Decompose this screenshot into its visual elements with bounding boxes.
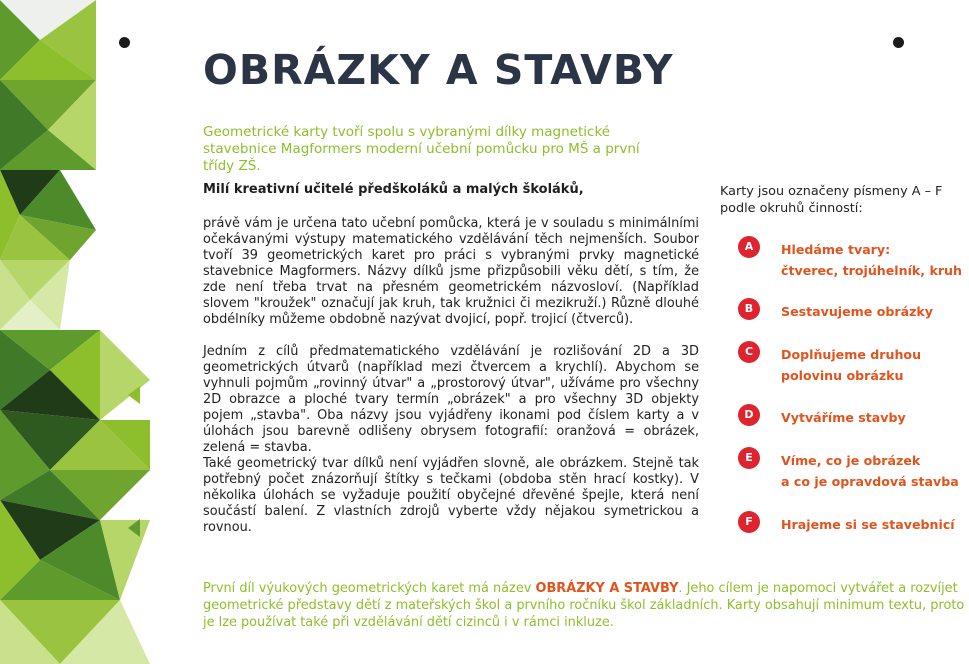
punch-hole-right xyxy=(893,37,904,48)
category-label: Doplňujeme druhou polovinu obrázku xyxy=(781,347,922,383)
category-label: Sestavujeme obrázky xyxy=(781,304,933,319)
category-label: Hrajeme si se stavebnicí xyxy=(781,517,955,532)
punch-hole-left xyxy=(119,37,130,48)
category-badge: F xyxy=(738,511,760,533)
page-title: OBRÁZKY A STAVBY xyxy=(203,46,674,94)
category-d xyxy=(738,404,906,428)
category-b xyxy=(738,298,933,322)
categories-intro: Karty jsou označeny písmeny A – F podle okruhů činností: xyxy=(720,184,943,216)
category-badge: C xyxy=(738,341,760,363)
category-c xyxy=(738,341,921,386)
body-paragraph: právě vám je určena tato učební pomůcka, která je v souladu s minimálními očekávanými výstupy matematického vzdělávání těch nejmenších. Soubor tvoří 39 geometrických karet pro práci s vybranými prvky magnetické stavebnice Magformers. Názvy dílků jsme přizpůsobili věku dětí, s tím, že zde není třeba trvat na přesném geometrickém názvosloví. (Například slovem "kroužek" označují jak kruh, tak kružnici či mezikruží.) Různě dlouhé obdélníky můžeme obdobně nazývat dvojicí, popř. trojicí (čtverců). xyxy=(203,216,699,327)
category-badge: E xyxy=(738,447,760,469)
footer-paragraph: První díl výukových geometrických karet má název OBRÁZKY A STAVBY. Jeho cílem je napomoci vytvářet a rozvíjet geometrické představy dětí z mateřských škol a prvního ročníku škol základních. Karty obsahují minimum textu, proto je lze používat také při vzdělávání dětí cizinců i v rámci inkluze. xyxy=(203,581,965,630)
body-paragraph: Také geometrický tvar dílků není vyjádřen slovně, ale obrázkem. Stejně tak potřebný počet znázorňují štítky s tečkami (obdoba stěn hrací kostky). V několika úlohách se vyžaduje použití obyčejné dřevěné špejle, která není součástí balení. Z vlastních zdrojů vyberte vždy nějakou symetrickou a rovnou. xyxy=(203,456,699,535)
category-label: Hledáme tvary: čtverec, trojúhelník, kruh xyxy=(781,242,962,278)
footer-highlight: OBRÁZKY A STAVBY xyxy=(535,581,679,596)
category-a xyxy=(738,236,962,281)
greeting: Milí kreativní učitelé předškoláků a malých školáků, xyxy=(203,182,584,197)
category-label: Víme, co je obrázek a co je opravdová stavba xyxy=(781,453,959,489)
green-triangle-pattern xyxy=(0,0,150,664)
category-badge: A xyxy=(738,236,760,258)
body-text xyxy=(203,216,699,536)
category-badge: D xyxy=(738,404,760,426)
lead-paragraph: Geometrické karty tvoří spolu s vybranými dílky magnetické stavebnice Magformers moderní učební pomůcku pro MŠ a první třídy ZŠ. xyxy=(203,124,640,174)
category-label: Vytváříme stavby xyxy=(781,410,906,425)
category-f xyxy=(738,511,955,535)
body-paragraph: Jedním z cílů předmatematického vzdělávání je rozlišování 2D a 3D geometrických útvarů (například mezi čtvercem a krychlí). Abychom se vyhnuli pojmům „rovinný útvar" a „prostorový útvar", užíváme pro všechny 2D obrazce a ploché tvary termín „obrázek" a pro všechny 3D objekty pojem „stavba". Oba názvy jsou vyjádřeny ikonami pod číslem karty a v úlohách jsou barevně odlišeny obrysem fotografií: oranžová = obrázek, zelená = stavba. xyxy=(203,344,699,455)
category-badge: B xyxy=(738,298,760,320)
category-e xyxy=(738,447,959,492)
